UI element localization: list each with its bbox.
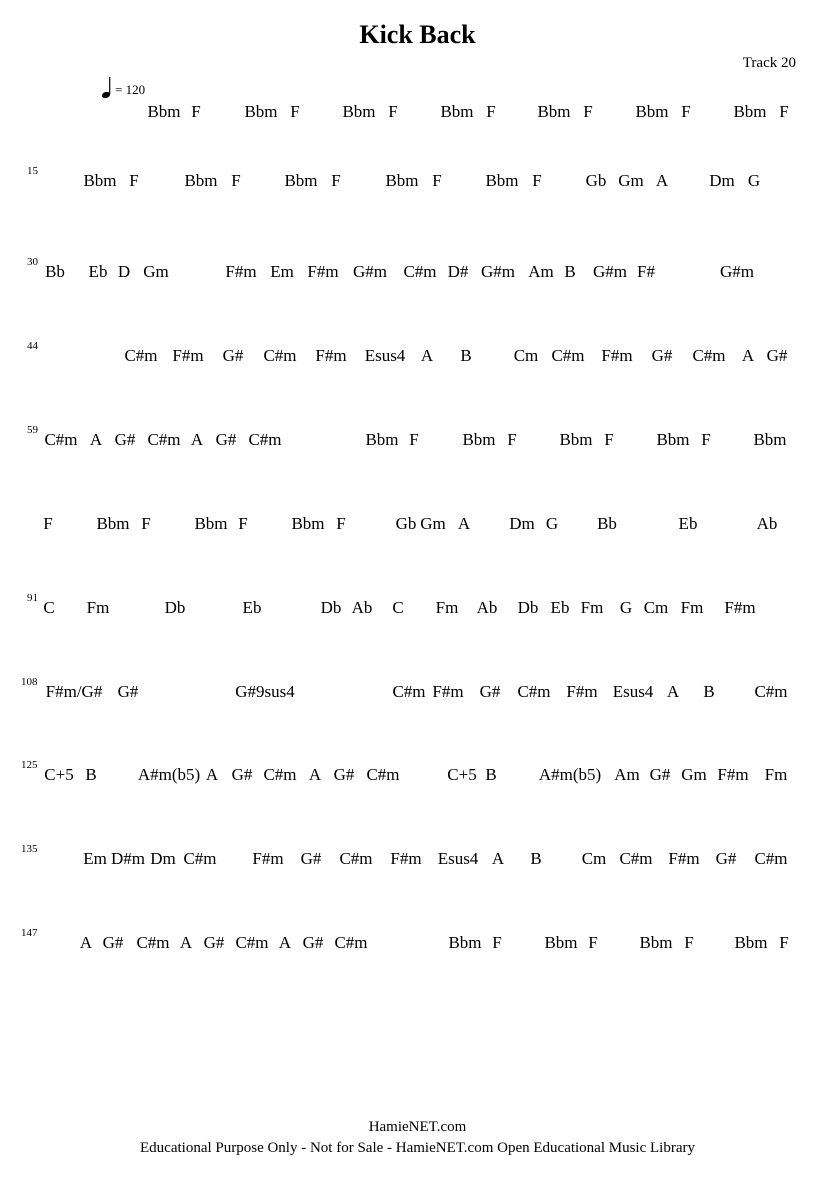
chord-symbol: F <box>779 102 789 121</box>
chord-symbol: F <box>191 102 201 121</box>
chord-symbol: Eb <box>678 514 698 533</box>
chord-symbol: Gb <box>395 514 417 533</box>
chord-symbol: G# <box>651 346 673 365</box>
chord-symbol: G# <box>333 765 355 784</box>
chord-symbol: Bb <box>597 514 617 533</box>
chord-symbol: F#m <box>724 598 756 617</box>
chord-symbol: G# <box>215 430 237 449</box>
chord-symbol: A <box>205 765 219 784</box>
chord-symbol: Bbm <box>244 102 278 121</box>
chord-symbol: C#m <box>124 346 158 365</box>
chord-symbol: A <box>491 849 505 868</box>
chord-symbol: F <box>43 514 53 533</box>
chord-symbol: F <box>532 171 542 190</box>
chord-symbol: G#m <box>353 262 387 281</box>
chord-symbol: F <box>290 102 300 121</box>
chord-symbol: F <box>604 430 614 449</box>
chord-symbol: G#m <box>481 262 515 281</box>
chord-symbol: Esus4 <box>364 346 406 365</box>
chord-symbol: C+5 <box>44 765 74 784</box>
chord-symbol: Ab <box>476 598 498 617</box>
chord-symbol: C#m <box>754 682 788 701</box>
measure-number: 147 <box>21 927 38 939</box>
chord-symbol: F <box>238 514 248 533</box>
chord-symbol: Bbm <box>734 933 768 952</box>
chord-symbol: C#m <box>136 933 170 952</box>
chord-symbol: F#m <box>390 849 422 868</box>
chord-symbol: F#m <box>315 346 347 365</box>
chord-symbol: C#m <box>263 765 297 784</box>
chord-symbol: Bbm <box>440 102 474 121</box>
chord-symbol: Bbm <box>462 430 496 449</box>
chord-symbol: C#m <box>403 262 437 281</box>
chord-symbol: F#m <box>225 262 257 281</box>
chord-symbol: G# <box>300 849 322 868</box>
page-title: Kick Back <box>359 20 476 49</box>
chord-symbol: Bbm <box>365 430 399 449</box>
chord-symbol: Bbm <box>147 102 181 121</box>
chord-symbol: C+5 <box>447 765 477 784</box>
chord-symbol: Esus4 <box>612 682 654 701</box>
chord-symbol: Db <box>517 598 539 617</box>
chord-symbol: Gm <box>618 171 644 190</box>
chord-symbol: A <box>457 514 471 533</box>
chord-symbol: Bbm <box>733 102 767 121</box>
chord-symbol: F <box>507 430 517 449</box>
footer-notice: Educational Purpose Only - Not for Sale - HamieNET.com Open Educational Music Library <box>140 1140 695 1156</box>
chord-symbol: B <box>460 346 472 365</box>
chord-symbol: F <box>684 933 694 952</box>
chord-symbol: Cm <box>513 346 539 365</box>
chord-symbol: C#m <box>692 346 726 365</box>
chord-symbol: Bbm <box>194 514 228 533</box>
chord-symbol: D# <box>447 262 469 281</box>
measure-number: 91 <box>27 592 38 604</box>
chord-symbol: Bbm <box>184 171 218 190</box>
chord-symbol: A <box>89 430 103 449</box>
tempo-value: = 120 <box>115 82 146 97</box>
measure-number: 44 <box>27 340 38 352</box>
chord-symbol: C#m <box>248 430 282 449</box>
chord-symbol: C#m <box>183 849 217 868</box>
chord-symbol: A <box>179 933 193 952</box>
chord-symbol: F <box>681 102 691 121</box>
chord-symbol: Dm <box>709 171 735 190</box>
chord-symbol: C#m <box>235 933 269 952</box>
chord-symbol: F#m <box>432 682 464 701</box>
chord-symbol: F <box>231 171 241 190</box>
system-row <box>0 165 835 205</box>
chord-symbol: C <box>43 598 55 617</box>
chord-symbol: G <box>747 171 761 190</box>
measure-number: 125 <box>21 759 38 771</box>
chord-symbol: Em <box>270 262 294 281</box>
chord-symbol: F#m <box>601 346 633 365</box>
chord-symbol: G# <box>479 682 501 701</box>
system-row <box>0 927 835 967</box>
chord-symbol: Fm <box>435 598 459 617</box>
chord-symbol: C#m <box>619 849 653 868</box>
chord-symbol: Gm <box>420 514 446 533</box>
chord-symbol: G# <box>302 933 324 952</box>
chord-symbol: Fm <box>680 598 704 617</box>
chord-symbol: B <box>485 765 497 784</box>
system-row <box>0 340 835 380</box>
chord-symbol: A <box>420 346 434 365</box>
chord-symbol: F#m <box>172 346 204 365</box>
chord-symbol: A <box>308 765 322 784</box>
chord-symbol: Ab <box>351 598 373 617</box>
chord-symbol: F <box>486 102 496 121</box>
chord-symbol: G# <box>231 765 253 784</box>
chord-symbol: A <box>278 933 292 952</box>
chord-symbol: F <box>141 514 151 533</box>
chord-symbol: G# <box>766 346 788 365</box>
chord-symbol: Dm <box>509 514 535 533</box>
chord-symbol: Bbm <box>291 514 325 533</box>
system-row <box>0 676 835 716</box>
chord-symbol: Db <box>164 598 186 617</box>
system-row <box>0 592 835 632</box>
chord-symbol: G# <box>203 933 225 952</box>
chord-symbol: C <box>392 598 404 617</box>
chord-symbol: Ab <box>756 514 778 533</box>
system-row <box>0 424 835 464</box>
chord-symbol: D <box>117 262 131 281</box>
chord-symbol: Fm <box>580 598 604 617</box>
chord-symbol: F <box>588 933 598 952</box>
chord-symbol: G# <box>114 430 136 449</box>
chord-symbol: F <box>331 171 341 190</box>
chord-symbol: Bbm <box>559 430 593 449</box>
chord-symbol: C#m <box>147 430 181 449</box>
chord-symbol: G# <box>649 765 671 784</box>
system-row <box>0 96 835 136</box>
chord-symbol: Am <box>528 262 554 281</box>
chord-symbol: Em <box>83 849 107 868</box>
chord-symbol: F <box>779 933 789 952</box>
chord-symbol: F <box>336 514 346 533</box>
chord-symbol: C#m <box>517 682 551 701</box>
chord-symbol: A <box>655 171 669 190</box>
chord-symbol: Gb <box>585 171 607 190</box>
chord-symbol: G# <box>102 933 124 952</box>
chord-symbol: C#m <box>263 346 297 365</box>
measure-number: 30 <box>27 256 38 268</box>
chord-symbol: Eb <box>550 598 570 617</box>
chord-symbol: B <box>85 765 97 784</box>
chord-symbol: C#m <box>44 430 78 449</box>
chord-symbol: Db <box>320 598 342 617</box>
chord-symbol: G#m <box>593 262 627 281</box>
chord-symbol: Bbm <box>635 102 669 121</box>
chord-symbol: Am <box>614 765 640 784</box>
chord-symbol: Bbm <box>385 171 419 190</box>
system-row <box>0 256 835 296</box>
chord-symbol: C#m <box>754 849 788 868</box>
chord-symbol: C#m <box>334 933 368 952</box>
chord-symbol: A <box>79 933 93 952</box>
chord-symbol: Cm <box>581 849 607 868</box>
measure-number: 15 <box>27 165 38 177</box>
chord-symbol: G#9sus4 <box>235 682 295 701</box>
chord-symbol: F <box>432 171 442 190</box>
measure-number: 59 <box>27 424 38 436</box>
chord-symbol: Cm <box>643 598 669 617</box>
chord-symbol: Dm <box>150 849 176 868</box>
chord-symbol: G <box>545 514 559 533</box>
chord-symbol: A <box>190 430 204 449</box>
chord-symbol: Bb <box>45 262 65 281</box>
chord-symbol: Gm <box>143 262 169 281</box>
chord-symbol: F#m <box>668 849 700 868</box>
chord-symbol: F#m <box>717 765 749 784</box>
chord-symbol: F <box>583 102 593 121</box>
chord-symbol: C#m <box>366 765 400 784</box>
chord-symbol: G#m <box>720 262 754 281</box>
chord-symbol: C#m <box>339 849 373 868</box>
chord-symbol: G# <box>222 346 244 365</box>
chord-symbol: Bbm <box>753 430 787 449</box>
chord-symbol: G# <box>715 849 737 868</box>
chord-symbol: F# <box>637 262 655 281</box>
chord-symbol: A#m(b5) <box>137 765 201 784</box>
chord-symbol: F <box>492 933 502 952</box>
chord-symbol: F <box>701 430 711 449</box>
chord-symbol: Bbm <box>342 102 376 121</box>
chord-symbol: Bbm <box>656 430 690 449</box>
chord-symbol: G <box>619 598 633 617</box>
footer-site: HamieNET.com <box>368 1119 467 1135</box>
chord-symbol: F <box>129 171 139 190</box>
chord-symbol: B <box>564 262 576 281</box>
chord-symbol: Bbm <box>537 102 571 121</box>
chord-symbol: Gm <box>681 765 707 784</box>
chord-symbol: Bbm <box>83 171 117 190</box>
chord-symbol: F#m <box>252 849 284 868</box>
chord-symbol: Bbm <box>448 933 482 952</box>
chord-symbol: F <box>409 430 419 449</box>
chord-symbol: Esus4 <box>437 849 479 868</box>
chord-symbol: C#m <box>392 682 426 701</box>
chord-symbol: F <box>388 102 398 121</box>
chord-symbol: Fm <box>764 765 788 784</box>
chord-symbol: F#m/G# <box>45 682 103 701</box>
chord-symbol: A#m(b5) <box>538 765 602 784</box>
chord-symbol: Bbm <box>544 933 578 952</box>
chord-symbol: B <box>530 849 542 868</box>
system-row <box>0 843 835 883</box>
chord-symbol: Eb <box>88 262 108 281</box>
chord-symbol: A <box>741 346 755 365</box>
chord-symbol: B <box>703 682 715 701</box>
chord-symbol: F#m <box>566 682 598 701</box>
track-label: Track 20 <box>742 55 796 71</box>
chord-symbol: C#m <box>551 346 585 365</box>
chord-symbol: Bbm <box>639 933 673 952</box>
measure-number: 135 <box>21 843 38 855</box>
chord-symbol: D#m <box>111 849 145 868</box>
system-row <box>0 508 835 548</box>
chord-symbol: A <box>666 682 680 701</box>
chord-symbol: G# <box>117 682 139 701</box>
measure-number: 108 <box>21 676 38 688</box>
system-row <box>0 759 835 799</box>
chord-symbol: Fm <box>86 598 110 617</box>
chord-symbol: F#m <box>307 262 339 281</box>
chord-symbol: Eb <box>242 598 262 617</box>
chord-symbol: Bbm <box>284 171 318 190</box>
chord-symbol: Bbm <box>485 171 519 190</box>
chord-symbol: Bbm <box>96 514 130 533</box>
